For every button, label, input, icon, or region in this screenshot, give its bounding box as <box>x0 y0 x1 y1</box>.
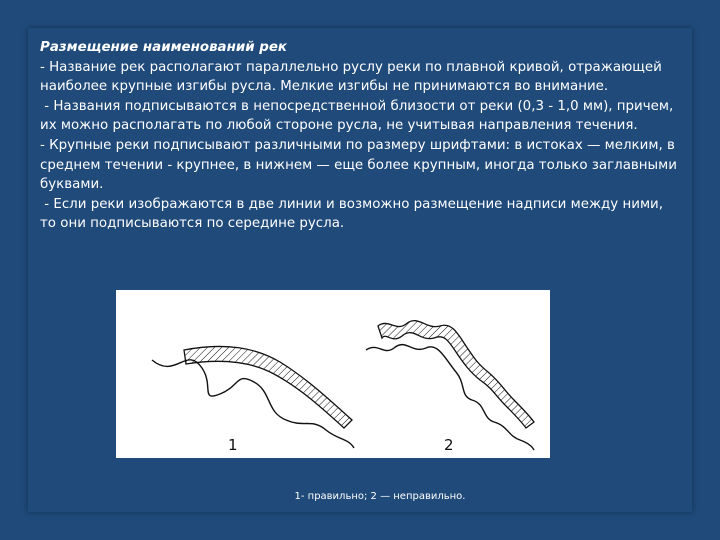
paragraph-3: - Крупные реки подписывают различными по размеру шрифтами: в истоках — мелким, в среднем течении - крупнее, в нижнем — еще более крупным, иногда только заглавными буквами. <box>40 137 682 193</box>
paragraph-2: - Названия подписываются в непосредственной близости от реки (0,3 - 1,0 мм), причем, их можно располагать по любой стороне русла, не учитывая направления течения. <box>40 98 678 134</box>
river-illustration <box>116 290 550 458</box>
figure-label-1: 1 <box>228 436 238 454</box>
slide-heading: Размещение наименований рек <box>40 40 288 55</box>
paragraph-1: - Название рек располагают параллельно руслу реки по плавной кривой, отражающей наиболее крупные изгибы русла. Мелкие изгибы не принимаются во внимание. <box>40 59 667 95</box>
text-block <box>40 38 680 234</box>
river-lettering-figure <box>116 290 550 458</box>
figure-label-2: 2 <box>444 436 454 454</box>
paragraph-4: - Если реки изображаются в две линии и возможно размещение надписи между ними, то они подписываются по середине русла. <box>40 196 668 232</box>
figure-caption: 1- правильно; 2 — неправильно. <box>294 491 466 502</box>
label-band-1 <box>184 346 352 428</box>
label-band-2 <box>378 321 534 428</box>
